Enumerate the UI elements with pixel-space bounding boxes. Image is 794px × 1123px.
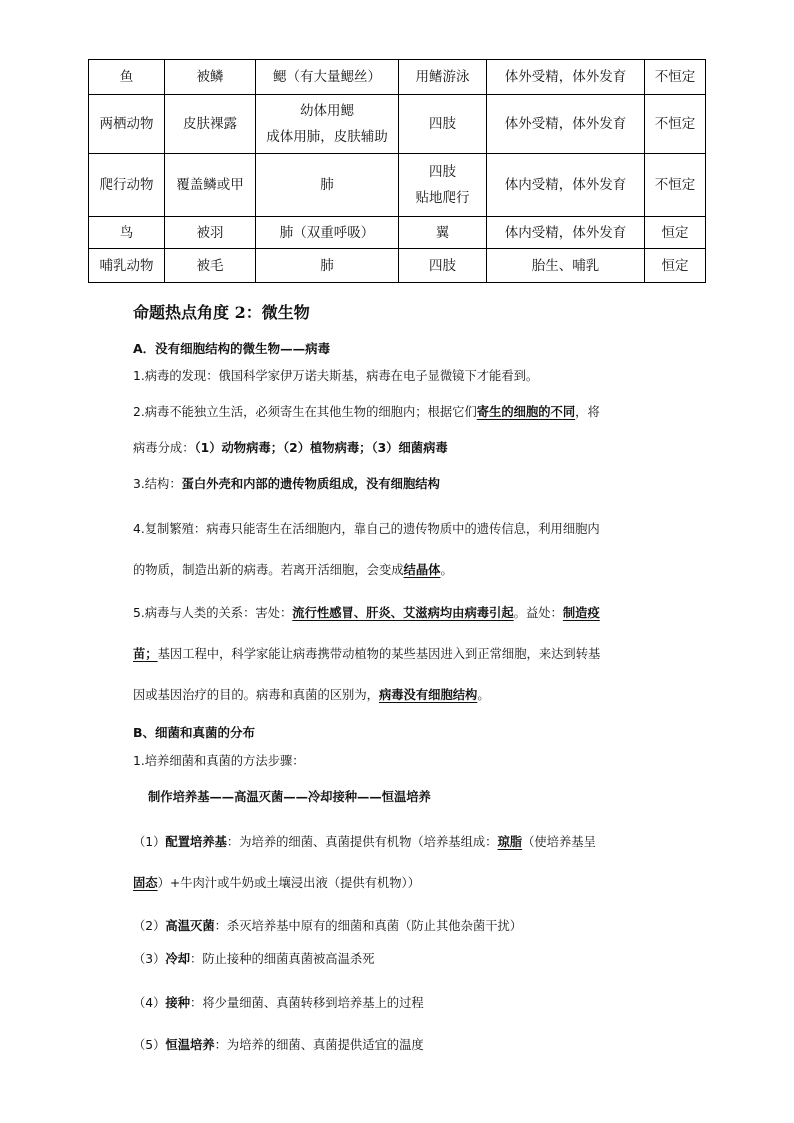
table-cell: 不恒定 xyxy=(645,60,706,95)
table-cell: 体内受精，体外发育 xyxy=(487,217,645,249)
table-cell: 肺 xyxy=(256,154,399,217)
table-cell: 被鳞 xyxy=(165,60,256,95)
table-cell: 不恒定 xyxy=(645,95,706,154)
culture-steps-intro: 1.培养细菌和真菌的方法步骤： xyxy=(133,754,305,768)
table-cell: 皮肤裸露 xyxy=(165,95,256,154)
virus-parasitism-text: 2.病毒不能独立生活，必须寄生在其他生物的细胞内；根据它们寄生的细胞的不同，将 xyxy=(133,405,600,419)
animal-comparison-table xyxy=(88,59,706,283)
table-cell: 被羽 xyxy=(165,217,256,249)
step-1-text-2: 固态）+牛肉汁或牛奶或土壤浸出液（提供有机物）） xyxy=(133,876,420,890)
table-cell: 用鳍游泳 xyxy=(399,60,487,95)
table-cell: 哺乳动物 xyxy=(89,249,165,283)
virus-replication-text-2: 的物质，制造出新的病毒。若离开活细胞，会变成结晶体。 xyxy=(133,563,453,577)
virus-difference-text: 因或基因治疗的目的。病毒和真菌的区别为，病毒没有细胞结构。 xyxy=(133,688,490,702)
table-cell: 恒定 xyxy=(645,249,706,283)
table-cell: 四肢 xyxy=(399,249,487,283)
table-row xyxy=(89,154,706,217)
table-cell: 鳃（有大量鳃丝） xyxy=(256,60,399,95)
virus-human-relation-text: 5.病毒与人类的关系：害处：流行性感冒、肝炎、艾滋病均由病毒引起。益处：制造疫 xyxy=(133,606,600,620)
virus-structure-text: 3.结构：蛋白外壳和内部的遗传物质组成，没有细胞结构 xyxy=(133,477,440,491)
table-cell: 鸟 xyxy=(89,217,165,249)
table-cell: 鱼 xyxy=(89,60,165,95)
table-cell: 体内受精，体外发育 xyxy=(487,154,645,217)
table-cell: 四肢 贴地爬行 xyxy=(399,154,487,217)
table-cell: 两栖动物 xyxy=(89,95,165,154)
virus-human-relation-text-2: 苗；基因工程中，科学家能让病毒携带动植物的某些基因进入到正常细胞，来达到转基 xyxy=(133,647,601,661)
virus-types-text: 病毒分成：（1）动物病毒；（2）植物病毒；（3）细菌病毒 xyxy=(133,441,448,455)
table-cell: 肺 xyxy=(256,249,399,283)
table-cell: 被毛 xyxy=(165,249,256,283)
section-heading: 命题热点角度 2：微生物 xyxy=(133,303,310,322)
table-row xyxy=(89,217,706,249)
step-1-text: （1）配置培养基：为培养的细菌、真菌提供有机物（培养基组成：琼脂（使培养基呈 xyxy=(133,835,596,849)
table-row xyxy=(89,60,706,95)
table-cell: 覆盖鳞或甲 xyxy=(165,154,256,217)
table-cell: 不恒定 xyxy=(645,154,706,217)
section-b-title: B、细菌和真菌的分布 xyxy=(133,725,256,740)
table-cell: 爬行动物 xyxy=(89,154,165,217)
table-cell: 幼体用鳃 成体用肺，皮肤辅助 xyxy=(256,95,399,154)
step-5-text: （5）恒温培养：为培养的细菌、真菌提供适宜的温度 xyxy=(133,1038,424,1052)
step-4-text: （4）接种：将少量细菌、真菌转移到培养基上的过程 xyxy=(133,996,424,1010)
virus-discovery-text: 1.病毒的发现：俄国科学家伊万诺夫斯基，病毒在电子显微镜下才能看到。 xyxy=(133,369,539,383)
section-a-title: A．没有细胞结构的微生物——病毒 xyxy=(133,341,331,356)
table-cell: 体外受精，体外发育 xyxy=(487,95,645,154)
virus-replication-text: 4.复制繁殖：病毒只能寄生在活细胞内，靠自己的遗传物质中的遗传信息，利用细胞内 xyxy=(133,522,600,536)
table-cell: 体外受精，体外发育 xyxy=(487,60,645,95)
table-cell: 恒定 xyxy=(645,217,706,249)
table-cell: 四肢 xyxy=(399,95,487,154)
table-row xyxy=(89,95,706,154)
step-3-text: （3）冷却：防止接种的细菌真菌被高温杀死 xyxy=(133,952,375,966)
table-cell: 肺（双重呼吸） xyxy=(256,217,399,249)
culture-flow: 制作培养基——高温灭菌——冷却接种——恒温培养 xyxy=(148,790,431,804)
step-2-text: （2）高温灭菌：杀灭培养基中原有的细菌和真菌（防止其他杂菌干扰） xyxy=(133,919,523,933)
table-row xyxy=(89,249,706,283)
table-cell: 翼 xyxy=(399,217,487,249)
table-cell: 胎生、哺乳 xyxy=(487,249,645,283)
